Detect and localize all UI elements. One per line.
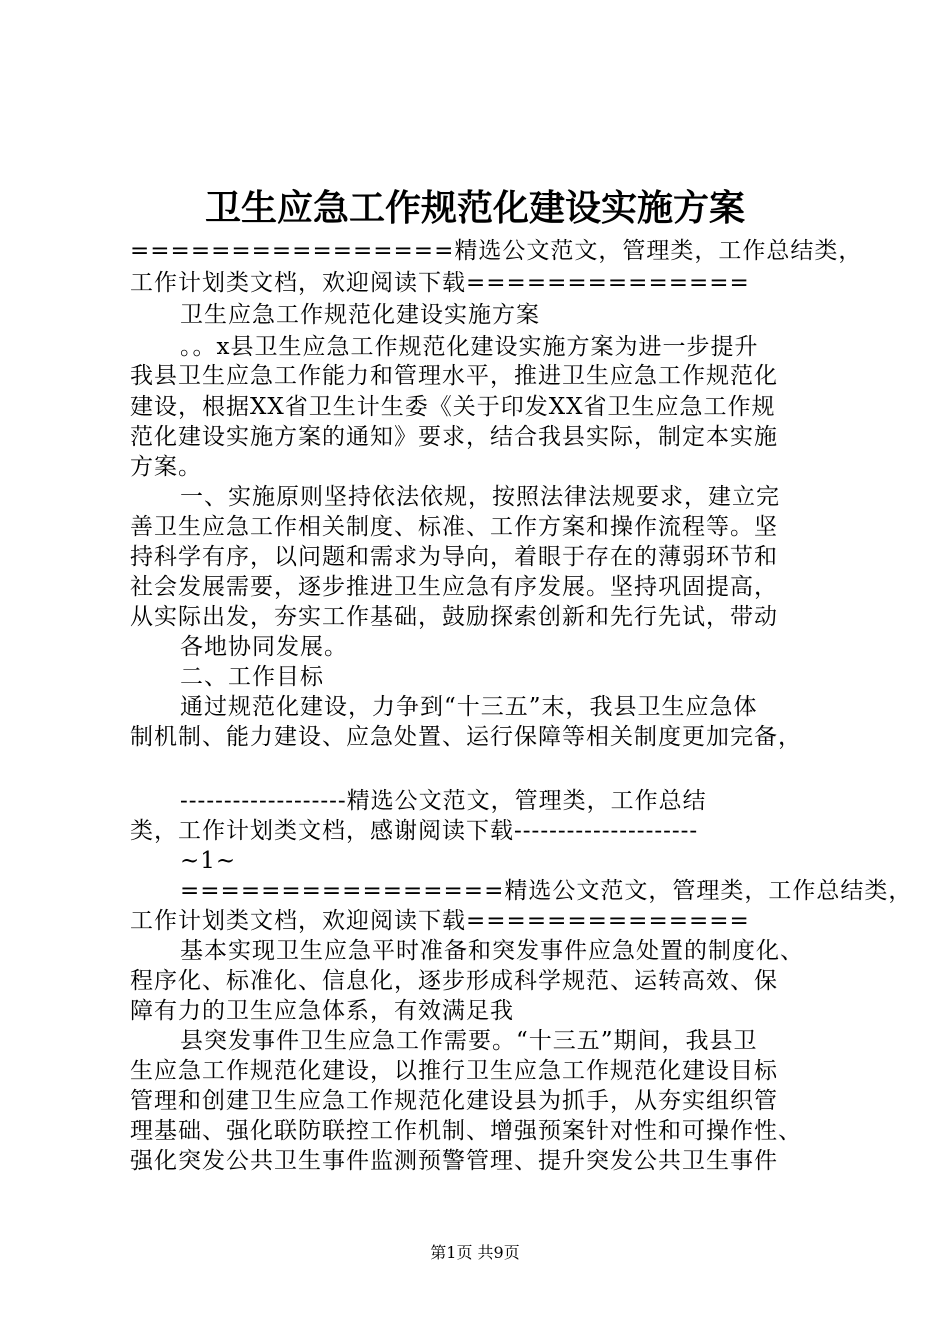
- text-line: 持科学有序，以问题和需求为导向，着眼于存在的薄弱环节和: [130, 544, 778, 570]
- text-line: ~1~: [180, 848, 237, 874]
- text-line: 生应急工作规范化建设，以推行卫生应急工作规范化建设目标: [130, 1058, 778, 1084]
- text-line: 各地协同发展。: [180, 634, 348, 660]
- text-line: 类，工作计划类文档，感谢阅读下载---------------------: [130, 818, 699, 844]
- text-line: 工作计划类文档，欢迎阅读下载==============: [130, 908, 750, 934]
- text-line: 建设，根据XX省卫生计生委《关于印发XX省卫生应急工作规: [130, 394, 776, 420]
- text-line: 范化建设实施方案的通知》要求，结合我县实际，制定本实施: [130, 424, 778, 450]
- text-line: 障有力的卫生应急体系，有效满足我: [130, 998, 514, 1024]
- text-line: 通过规范化建设，力争到“十三五”末，我县卫生应急体: [180, 694, 758, 720]
- text-line: 程序化、标准化、信息化，逐步形成科学规范、运转高效、保: [130, 968, 778, 994]
- text-line: 善卫生应急工作相关制度、标准、工作方案和操作流程等。坚: [130, 514, 778, 540]
- text-line: 卫生应急工作规范化建设实施方案: [180, 302, 540, 328]
- text-line: 管理和创建卫生应急工作规范化建设县为抓手，从夯实组织管: [130, 1088, 778, 1114]
- text-line: 从实际出发，夯实工作基础，鼓励探索创新和先行先试，带动: [130, 604, 778, 630]
- text-line: 。。x县卫生应急工作规范化建设实施方案为进一步提升: [180, 334, 759, 360]
- document-title: 卫生应急工作规范化建设实施方案: [204, 187, 745, 229]
- text-line: 二、工作目标: [180, 664, 324, 690]
- text-line: 强化突发公共卫生事件监测预警管理、提升突发公共卫生事件: [130, 1148, 778, 1174]
- page-number: 第1页 共9页: [430, 1243, 520, 1262]
- text-line: ================精选公文范文，管理类，工作总结类，: [130, 238, 863, 264]
- text-line: -------------------精选公文范文，管理类，工作总结: [180, 788, 707, 814]
- text-line: 制机制、能力建设、应急处置、运行保障等相关制度更加完备，: [130, 724, 802, 750]
- text-line: 一、实施原则坚持依法依规，按照法律法规要求，建立完: [180, 484, 780, 510]
- text-line: 社会发展需要，逐步推进卫生应急有序发展。坚持巩固提高，: [130, 574, 778, 600]
- text-line: 工作计划类文档，欢迎阅读下载==============: [130, 270, 750, 296]
- text-line: 县突发事件卫生应急工作需要。“十三五”期间，我县卫: [180, 1028, 758, 1054]
- text-line: 理基础、强化联防联控工作机制、增强预案针对性和可操作性、: [130, 1118, 802, 1144]
- text-line: 方案。: [130, 454, 202, 480]
- text-line: ================精选公文范文，管理类，工作总结类，: [180, 878, 913, 904]
- text-line: 基本实现卫生应急平时准备和突发事件应急处置的制度化、: [180, 938, 804, 964]
- text-line: 我县卫生应急工作能力和管理水平，推进卫生应急工作规范化: [130, 363, 778, 389]
